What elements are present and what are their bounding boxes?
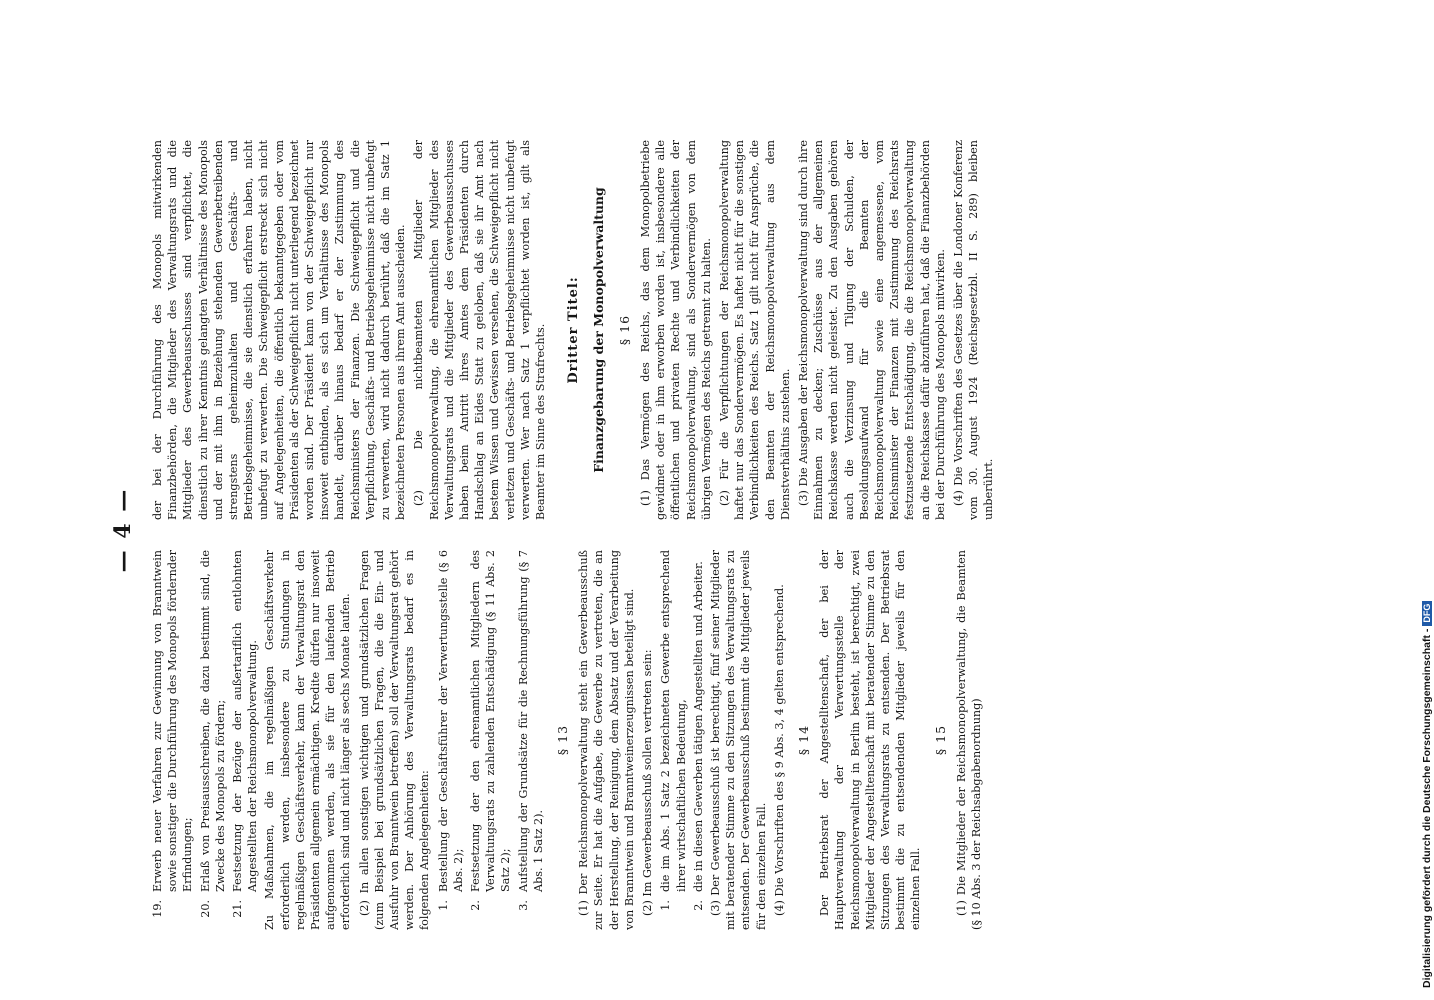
enumeration-top xyxy=(150,550,260,930)
paragraph: der bei der Durchführung des Monopols mitwirkenden Finanzbehörden, die Mitglieder des Verwaltungsrats und die Mitglieder des Gewerbeausschusses sind verpflichtet, die dienstlich zu ihrer Kenntnis gelangten Verhältnisse des Monopols und der mit ihm in Beziehung stehenden Gewerbetreibenden strengstens geheimzuhalten und Geschäfts- und Betriebsgeheimnisse, die sie dienstlich erfahren haben, nicht unbefugt zu verwerten. Die Schweigepflicht erstreckt sich nicht auf Angelegenheiten, die öffentlich bekanntgegeben oder vom Präsidenten als der Schweigepflicht nicht unterliegend bezeichnet worden sind. Der Präsident kann von der Schweigepflicht nur insoweit entbinden, als es sich um Verhältnisse des Monopols handelt, darüber hinaus bedarf er der Zustimmung des Reichsministers der Finanzen. Die Schweigepflicht und die Verpflichtung, Geschäfts- und Betriebsgeheimnisse nicht unbefugt zu verwerten, wird nicht dadurch berührt, daß die im Satz 1 bezeichneten Personen aus ihrem Amt ausscheiden. xyxy=(151,140,408,520)
paragraph: (2) Die nichtbeamteten Mitglieder der Reichsmonopolverwaltung, die ehrenamtlichen Mitglieder des Verwaltungsrats und die Mitglieder des Gewerbeausschusses haben beim Antritt ihres Amtes dem Präsidenten durch Handschlag an Eides Statt zu geloben, daß sie ihr Amt nach bestem Wissen und Gewissen versehen, die Schweigepflicht nicht verletzen und Geschäfts- und Betriebsgeheimnisse nicht unbefugt verwerten. Wer nach Satz 1 verpflichtet worden ist, gilt als Beamter im Sinne des Strafrechts. xyxy=(412,140,548,520)
left-column xyxy=(150,550,1300,930)
dfg-logo: DFG xyxy=(1422,601,1432,626)
paragraph: (2) Im Gewerbeausschuß sollen vertreten sein: xyxy=(641,649,655,916)
list-text: Festsetzung der Bezüge der außertariflich entlohnten Angestellten der Reichsmonopolverwaltung. xyxy=(231,550,260,892)
list-item xyxy=(691,550,706,930)
paragraph: (1) Das Vermögen des Reichs, das dem Monopolbetriebe gewidmet oder in ihm erworben worden ist, insbesondere alle öffentlichen und privaten Rechte und Verbindlichkeiten der Reichsmonopolverwaltung, sind als Sondervermögen von dem übrigen Vermögen des Reichs getrennt zu halten. xyxy=(638,140,713,520)
list-number: 2. xyxy=(469,900,483,911)
list-text: Festsetzung der den ehrenamtlichen Mitgliedern des Verwaltungsrats zu zahlenden Entschädigung (§ 11 Abs. 2 Satz 2); xyxy=(469,550,513,892)
right-column xyxy=(150,140,1300,520)
list-number: 20. xyxy=(198,900,212,918)
list-item xyxy=(658,550,688,930)
list-item xyxy=(198,550,228,930)
paragraph: (1) Die Mitglieder der Reichsmonopolverwaltung, die Beamten (§ 10 Abs. 3 der Reichsabgabenordnung) xyxy=(954,550,983,930)
section-heading-14: § 14 xyxy=(795,724,811,756)
page-number-header: — 4 — xyxy=(110,487,136,573)
list-text: Erwerb neuer Verfahren zur Gewinnung von Branntwein sowie sonstiger die Durchführung des Monopols fördernder Erfindungen; xyxy=(151,550,195,892)
list-item xyxy=(436,550,466,930)
paragraph: (2) Für die Verpflichtungen der Reichsmonopolverwaltung haftet nur das Sondervermögen. Es haftet nicht für die sonstigen Verbindlichkeiten des Reichs. Satz 1 gilt nicht für Ansprüche, die den Beamten der Reichsmonopolverwaltung aus dem Dienstverhältnis zustehen. xyxy=(717,140,792,520)
title-subheading: Finanzgebarung der Monopolverwaltung xyxy=(591,187,607,473)
list-number: 3. xyxy=(516,900,530,911)
paragraph: (1) Der Reichsmonopolverwaltung steht ein Gewerbeausschuß zur Seite. Er hat die Aufgabe, die Gewerbe zu vertreten, die an der Herstellung, der Reinigung, dem Absatz und der Verarbeitung von Branntwein und Branntweinerzeugnissen beteiligt sind. xyxy=(577,550,636,930)
list-text: Erlaß von Preisausschreiben, die dazu bestimmt sind, die Zwecke des Monopols zu fördern; xyxy=(198,550,227,892)
paragraph: (4) Die Vorschriften des § 9 Abs. 3, 4 gelten entsprechend. xyxy=(772,584,786,916)
section-heading-16: § 16 xyxy=(616,314,632,346)
enumeration-hearing xyxy=(436,550,546,930)
document-page xyxy=(110,130,1310,930)
list-item xyxy=(516,550,546,930)
list-text: die im Abs. 1 Satz 2 bezeichneten Gewerbe entsprechend ihrer wirtschaftlichen Bedeutung, xyxy=(659,550,688,892)
list-number: 21. xyxy=(231,900,245,918)
list-item xyxy=(468,550,514,930)
section-heading-13: § 13 xyxy=(555,724,571,756)
enumeration-committee xyxy=(658,550,706,930)
list-number: 19. xyxy=(151,900,164,918)
paragraph: Zu Maßnahmen, die im regelmäßigen Geschäftsverkehr erforderlich werden, insbesondere zu Stundungen in regelmäßigen Geschäftsverkehr, kann der Verwaltungsrat den Präsidenten allgemein ermächtigen. Kredite dürfen nur insoweit aufgenommen werden, als sie für den laufenden Betrieb erforderlich sind und nicht länger als sechs Monate laufen. xyxy=(263,550,353,930)
paragraph: (3) Der Gewerbeausschuß ist berechtigt, fünf seiner Mitglieder mit beratender Stimme zu den Sitzungen des Verwaltungsrats zu entsenden. Der Gewerbeausschuß bestimmt die Mitglieder jeweils für den einzelnen Fall. xyxy=(708,550,768,930)
section-heading-15: § 15 xyxy=(932,724,948,756)
list-item xyxy=(150,550,196,930)
list-text: Bestellung der Geschäftsführer der Verwertungsstelle (§ 6 Abs. 2); xyxy=(436,550,465,892)
list-text: die in diesen Gewerben tätigen Angestellten und Arbeiter. xyxy=(691,561,705,892)
paragraph: (2) In allen sonstigen wichtigen und grundsätzlichen Fragen (zum Beispiel bei grundsätzlichen Fragen, die die Ein- und Ausfuhr von Branntwein betreffen) soll der Verwaltungsrat gehört werden. Der Anhörung des Verwaltungsrats bedarf es in folgenden Angelegenheiten: xyxy=(357,550,432,930)
paragraph: (3) Die Ausgaben der Reichsmonopolverwaltung sind durch ihre Einnahmen zu decken; Zuschüsse aus der allgemeinen Reichskasse werden nicht geleistet. Zu den Ausgaben gehören auch die Verzinsung und Tilgung der Schulden, der Besoldungsaufwand für die Beamten der Reichsmonopolverwaltung sowie eine angemessene, vom Reichsminister der Finanzen mit Zustimmung des Reichsrats festzusetzende Entschädigung, die die Reichsmonopolverwaltung an die Reichskasse dafür abzuführen hat, daß die Finanzbehörden bei der Durchführung des Monopols mitwirken. xyxy=(796,140,947,520)
digitization-credit xyxy=(1421,601,1433,988)
title-heading: Dritter Titel: xyxy=(566,276,582,384)
paragraph: Der Betriebsrat der Angestelltenschaft, der bei der Hauptverwaltung der Verwertungsstelle der Reichsmonopolverwaltung in Berlin besteht, ist berechtigt, zwei Mitglieder der Angestelltenschaft mit beratender Stimme zu den Sitzungen des Verwaltungsrats zu entsenden. Der Betriebsrat bestimmt die zu entsendenden Mitglieder jeweils für den einzelnen Fall. xyxy=(818,550,923,930)
list-number: 1. xyxy=(659,900,673,911)
list-number: 2. xyxy=(691,900,705,911)
digitization-credit-text: Digitalisierung gefördert durch die Deutsche Forschungsgemeinschaft - xyxy=(1421,628,1433,988)
list-text: Aufstellung der Grundsätze für die Rechnungsführung (§ 7 Abs. 1 Satz 2). xyxy=(516,550,545,892)
list-number: 1. xyxy=(436,900,450,911)
list-item xyxy=(230,550,260,930)
paragraph: (4) Die Vorschriften des Gesetzes über die Londoner Konferenz vom 30. August 1924 (Reichsgesetzbl. II S. 289) bleiben unberührt. xyxy=(951,140,996,520)
